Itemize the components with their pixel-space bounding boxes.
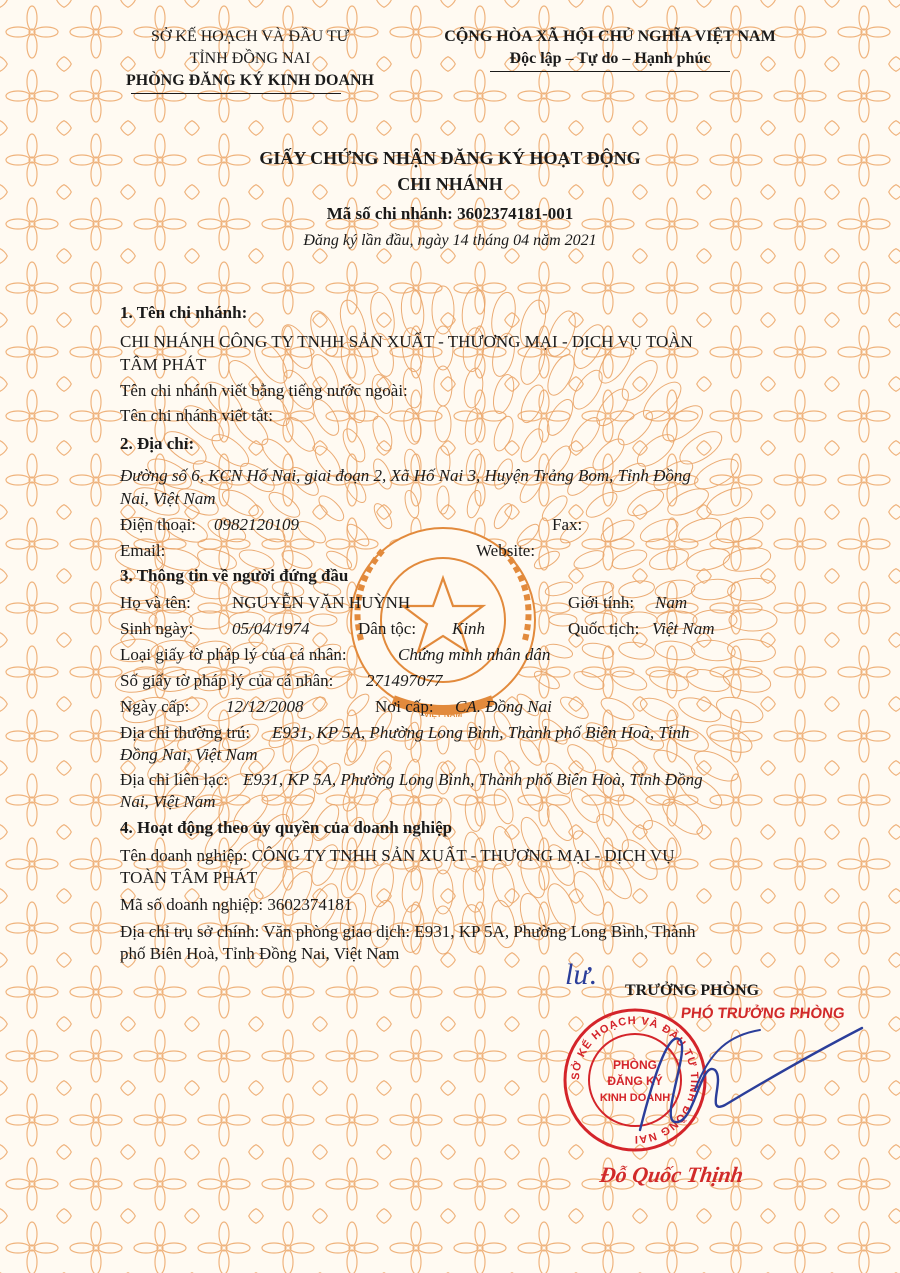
section-1-heading: 1. Tên chi nhánh:: [120, 303, 248, 322]
nationality-value: Việt Nam: [652, 619, 715, 638]
province-name: TỈNH ĐỒNG NAI: [189, 50, 311, 67]
issue-place-label: Nơi cấp:: [375, 697, 434, 716]
gender-value: Nam: [655, 593, 688, 612]
office-underline: [131, 93, 341, 94]
branch-address-line1: Đường số 6, KCN Hố Nai, giai đoạn 2, Xã Hố Nai 3, Huyện Trảng Bom, Tỉnh Đồng: [120, 466, 691, 485]
issue-place-value: CA. Đồng Nai: [455, 697, 552, 716]
national-motto: Độc lập – Tự do – Hạnh phúc: [509, 50, 711, 67]
id-type-value: Chứng minh nhân dân: [398, 645, 551, 664]
agency-name: SỞ KẾ HOẠCH VÀ ĐẦU TƯ: [150, 28, 350, 45]
initials-mark: lư.: [565, 958, 598, 991]
deputy-title: PHÓ TRƯỞNG PHÒNG: [680, 1005, 846, 1022]
full-name-value: NGUYỄN VĂN HUỲNH: [232, 593, 411, 612]
motto-underline: [490, 71, 730, 72]
website-label: Website:: [476, 541, 536, 560]
country-name: CỘNG HÒA XÃ HỘI CHỦ NGHĨA VIỆT NAM: [444, 28, 776, 45]
hq-address-line1: Địa chỉ trụ sở chính: Văn phòng giao dịch: E931, KP 5A, Phường Long Bình, Thành: [120, 922, 696, 941]
contact-address-label: Địa chỉ liên lạc:: [120, 770, 229, 789]
branch-name-line2: TÂM PHÁT: [120, 355, 207, 374]
hq-address-line2: phố Biên Hoà, Tỉnh Đồng Nai, Việt Nam: [120, 944, 400, 963]
company-name-line2: TOÀN TÂM PHÁT: [120, 868, 258, 887]
abbr-name-label: Tên chi nhánh viết tắt:: [120, 406, 273, 425]
branch-code: Mã số chi nhánh: 3602374181-001: [326, 204, 574, 223]
seal-center-line2: ĐĂNG KÝ: [607, 1074, 663, 1088]
gender-label: Giới tính:: [568, 593, 635, 612]
fax-label: Fax:: [552, 515, 583, 534]
branch-address-line2: Nai, Việt Nam: [120, 489, 216, 508]
ethnic-label: Dân tộc:: [358, 619, 417, 638]
handwritten-signature: [600, 1010, 870, 1140]
head-title: TRƯỞNG PHÒNG: [625, 982, 760, 999]
office-name: PHÒNG ĐĂNG KÝ KINH DOANH: [126, 72, 374, 89]
issue-date-label: Ngày cấp:: [120, 697, 190, 716]
section-4-heading: 4. Hoạt động theo ủy quyền của doanh nghiệp: [120, 818, 453, 837]
phone-value: 0982120109: [214, 515, 299, 534]
nationality-label: Quốc tịch:: [568, 619, 640, 638]
seal-center-line3: KINH DOANH: [599, 1092, 671, 1104]
id-type-label: Loại giấy tờ pháp lý của cá nhân:: [120, 645, 347, 664]
phone-label: Điện thoại:: [120, 515, 197, 534]
permanent-address-label: Địa chỉ thường trú:: [120, 723, 251, 742]
seal-ring-text: SỞ KẾ HOẠCH VÀ ĐẦU TƯ TỈNH ĐỒNG NAI: [569, 1014, 701, 1146]
company-tax-code: Mã số doanh nghiệp: 3602374181: [120, 895, 353, 914]
contact-address-line2: Nai, Việt Nam: [120, 792, 216, 811]
email-label: Email:: [120, 541, 166, 560]
branch-name-line1: CHI NHÁNH CÔNG TY TNHH SẢN XUẤT - THƯƠNG MẠI - DỊCH VỤ TOÀN: [120, 332, 693, 351]
company-name-line1: Tên doanh nghiệp: CÔNG TY TNHH SẢN XUẤT - THƯƠNG MẠI - DỊCH VỤ: [120, 846, 675, 865]
section-3-heading: 3. Thông tin về người đứng đầu: [120, 566, 349, 585]
full-name-label: Họ và tên:: [120, 593, 191, 612]
emblem-ribbon-text: VIỆT NAM: [423, 710, 463, 719]
id-number-value: 271497077: [366, 671, 443, 690]
ethnic-value: Kinh: [452, 619, 486, 638]
dob-value: 05/04/1974: [232, 619, 310, 638]
seal-center-line1: PHÒNG: [612, 1058, 658, 1072]
certificate-subtitle: CHI NHÁNH: [397, 174, 503, 194]
issue-date-value: 12/12/2008: [226, 697, 304, 716]
registration-date: Đăng ký lần đầu, ngày 14 tháng 04 năm 2021: [303, 232, 597, 249]
id-number-label: Số giấy tờ pháp lý của cá nhân:: [120, 671, 334, 690]
section-2-heading: 2. Địa chỉ:: [120, 434, 195, 453]
foreign-name-label: Tên chi nhánh viết bằng tiếng nước ngoài:: [120, 381, 408, 400]
contact-address-line1: E931, KP 5A, Phường Long Bình, Thành phố Biên Hoà, Tỉnh Đồng: [243, 770, 703, 789]
certificate-title: GIẤY CHỨNG NHẬN ĐĂNG KÝ HOẠT ĐỘNG: [259, 148, 641, 168]
permanent-address-line2: Đồng Nai, Việt Nam: [120, 745, 258, 764]
permanent-address-line1: E931, KP 5A, Phường Long Bình, Thành phố Biên Hoà, Tỉnh: [272, 723, 690, 742]
dob-label: Sinh ngày:: [120, 619, 194, 638]
signer-name: Đỗ Quốc Thịnh: [598, 1162, 745, 1187]
